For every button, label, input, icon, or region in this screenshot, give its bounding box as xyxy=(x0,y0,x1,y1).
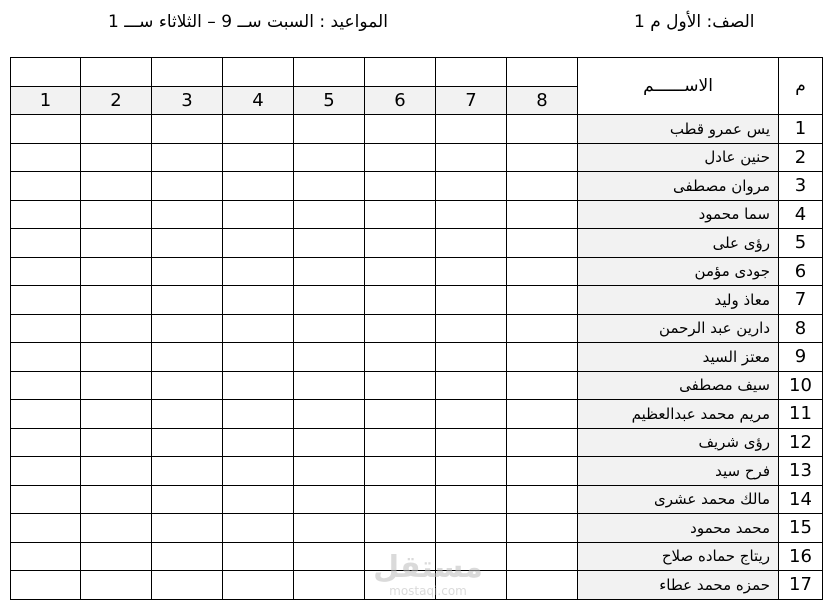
session-blank-cell[interactable] xyxy=(152,58,223,87)
student-row xyxy=(11,514,823,543)
attendance-cell[interactable] xyxy=(152,200,223,229)
attendance-cell[interactable] xyxy=(436,343,507,372)
attendance-cell[interactable] xyxy=(436,514,507,543)
attendance-cell[interactable] xyxy=(507,200,578,229)
attendance-cell[interactable] xyxy=(436,229,507,258)
attendance-cell[interactable] xyxy=(365,200,436,229)
attendance-cell[interactable] xyxy=(152,371,223,400)
attendance-cell[interactable] xyxy=(81,400,152,429)
attendance-cell[interactable] xyxy=(223,200,294,229)
attendance-cell[interactable] xyxy=(152,571,223,600)
attendance-cell[interactable] xyxy=(11,229,81,258)
student-index: 13 xyxy=(779,457,823,486)
attendance-cell[interactable] xyxy=(11,457,81,486)
attendance-cell[interactable] xyxy=(152,172,223,201)
attendance-cell[interactable] xyxy=(436,115,507,144)
student-index: 10 xyxy=(779,371,823,400)
attendance-cell[interactable] xyxy=(223,314,294,343)
attendance-cell[interactable] xyxy=(507,457,578,486)
attendance-cell[interactable] xyxy=(11,485,81,514)
student-index: 12 xyxy=(779,428,823,457)
student-row xyxy=(11,485,823,514)
student-name: مالك محمد عشرى xyxy=(578,485,779,514)
student-name: رؤى شريف xyxy=(578,428,779,457)
attendance-cell[interactable] xyxy=(81,314,152,343)
attendance-cell[interactable] xyxy=(11,200,81,229)
attendance-cell[interactable] xyxy=(81,115,152,144)
attendance-cell[interactable] xyxy=(507,257,578,286)
session-number-header: 5 xyxy=(294,86,365,115)
attendance-cell[interactable] xyxy=(81,542,152,571)
attendance-cell[interactable] xyxy=(365,485,436,514)
attendance-cell[interactable] xyxy=(436,286,507,315)
attendance-cell[interactable] xyxy=(365,286,436,315)
attendance-cell[interactable] xyxy=(152,428,223,457)
student-name: سما محمود xyxy=(578,200,779,229)
attendance-cell[interactable] xyxy=(223,514,294,543)
attendance-cell[interactable] xyxy=(11,371,81,400)
attendance-cell[interactable] xyxy=(436,314,507,343)
attendance-cell[interactable] xyxy=(507,343,578,372)
attendance-cell[interactable] xyxy=(11,571,81,600)
student-name: معتز السيد xyxy=(578,343,779,372)
attendance-cell[interactable] xyxy=(11,514,81,543)
attendance-cell[interactable] xyxy=(223,571,294,600)
student-index: 8 xyxy=(779,314,823,343)
attendance-cell[interactable] xyxy=(152,286,223,315)
student-name: دارين عبد الرحمن xyxy=(578,314,779,343)
attendance-cell[interactable] xyxy=(294,172,365,201)
attendance-cell[interactable] xyxy=(294,200,365,229)
student-index: 4 xyxy=(779,200,823,229)
student-row xyxy=(11,229,823,258)
student-index: 9 xyxy=(779,343,823,372)
attendance-cell[interactable] xyxy=(11,542,81,571)
attendance-cell[interactable] xyxy=(11,400,81,429)
attendance-cell[interactable] xyxy=(365,457,436,486)
session-number-header: 8 xyxy=(507,86,578,115)
student-row xyxy=(11,172,823,201)
student-name: محمد محمود xyxy=(578,514,779,543)
attendance-cell[interactable] xyxy=(152,314,223,343)
attendance-cell[interactable] xyxy=(294,115,365,144)
student-name: مريم محمد عبدالعظيم xyxy=(578,400,779,429)
session-blank-cell[interactable] xyxy=(365,58,436,87)
student-name: فرح سيد xyxy=(578,457,779,486)
attendance-cell[interactable] xyxy=(294,343,365,372)
attendance-cell[interactable] xyxy=(152,542,223,571)
session-blank-cell[interactable] xyxy=(436,58,507,87)
student-name: حنين عادل xyxy=(578,143,779,172)
attendance-cell[interactable] xyxy=(223,115,294,144)
attendance-cell[interactable] xyxy=(223,343,294,372)
attendance-cell[interactable] xyxy=(436,457,507,486)
student-row xyxy=(11,343,823,372)
attendance-cell[interactable] xyxy=(365,257,436,286)
attendance-cell[interactable] xyxy=(223,172,294,201)
attendance-cell[interactable] xyxy=(81,200,152,229)
attendance-cell[interactable] xyxy=(436,485,507,514)
student-index: 1 xyxy=(779,115,823,144)
attendance-cell[interactable] xyxy=(507,542,578,571)
name-column-header: الاســــــم xyxy=(578,58,779,115)
attendance-cell[interactable] xyxy=(507,172,578,201)
student-row xyxy=(11,257,823,286)
session-blank-cell[interactable] xyxy=(294,58,365,87)
attendance-cell[interactable] xyxy=(81,485,152,514)
attendance-cell[interactable] xyxy=(294,542,365,571)
session-number-header: 3 xyxy=(152,86,223,115)
attendance-cell[interactable] xyxy=(81,286,152,315)
attendance-cell[interactable] xyxy=(81,428,152,457)
student-index: 17 xyxy=(779,571,823,600)
attendance-cell[interactable] xyxy=(152,343,223,372)
attendance-cell[interactable] xyxy=(81,257,152,286)
attendance-cell[interactable] xyxy=(81,457,152,486)
student-row xyxy=(11,143,823,172)
attendance-cell[interactable] xyxy=(294,257,365,286)
attendance-cell[interactable] xyxy=(11,115,81,144)
attendance-cell[interactable] xyxy=(11,143,81,172)
student-name: حمزه محمد عطاء xyxy=(578,571,779,600)
session-number-header: 1 xyxy=(11,86,81,115)
attendance-table xyxy=(10,57,823,600)
student-row xyxy=(11,115,823,144)
student-row xyxy=(11,400,823,429)
attendance-cell[interactable] xyxy=(11,257,81,286)
attendance-cell[interactable] xyxy=(507,485,578,514)
attendance-cell[interactable] xyxy=(152,485,223,514)
attendance-cell[interactable] xyxy=(436,400,507,429)
student-name: معاذ وليد xyxy=(578,286,779,315)
session-blank-cell[interactable] xyxy=(507,58,578,87)
student-index: 6 xyxy=(779,257,823,286)
watermark xyxy=(368,552,488,598)
student-name: سيف مصطفى xyxy=(578,371,779,400)
attendance-cell[interactable] xyxy=(152,257,223,286)
attendance-cell[interactable] xyxy=(507,571,578,600)
attendance-cell[interactable] xyxy=(152,514,223,543)
attendance-cell[interactable] xyxy=(294,457,365,486)
attendance-cell[interactable] xyxy=(436,428,507,457)
attendance-cell[interactable] xyxy=(81,343,152,372)
attendance-cell[interactable] xyxy=(507,143,578,172)
index-column-header: م xyxy=(779,58,823,115)
attendance-cell[interactable] xyxy=(294,143,365,172)
student-index: 14 xyxy=(779,485,823,514)
attendance-cell[interactable] xyxy=(365,314,436,343)
session-number-header: 4 xyxy=(223,86,294,115)
attendance-cell[interactable] xyxy=(152,457,223,486)
attendance-cell[interactable] xyxy=(223,400,294,429)
attendance-cell[interactable] xyxy=(152,229,223,258)
attendance-cell[interactable] xyxy=(294,371,365,400)
student-row xyxy=(11,200,823,229)
attendance-cell[interactable] xyxy=(365,143,436,172)
class-label: الصف: الأول م 1 xyxy=(634,12,755,32)
attendance-cell[interactable] xyxy=(152,400,223,429)
student-name: ريتاج حماده صلاح xyxy=(578,542,779,571)
attendance-cell[interactable] xyxy=(507,314,578,343)
attendance-cell[interactable] xyxy=(365,172,436,201)
attendance-cell[interactable] xyxy=(81,172,152,201)
attendance-cell[interactable] xyxy=(507,371,578,400)
attendance-cell[interactable] xyxy=(365,115,436,144)
student-row xyxy=(11,371,823,400)
student-index: 11 xyxy=(779,400,823,429)
session-number-header: 6 xyxy=(365,86,436,115)
student-index: 3 xyxy=(779,172,823,201)
student-row xyxy=(11,428,823,457)
attendance-cell[interactable] xyxy=(223,286,294,315)
student-row xyxy=(11,314,823,343)
attendance-cell[interactable] xyxy=(294,571,365,600)
student-name: جودى مؤمن xyxy=(578,257,779,286)
attendance-cell[interactable] xyxy=(365,514,436,543)
attendance-cell[interactable] xyxy=(294,286,365,315)
attendance-cell[interactable] xyxy=(81,143,152,172)
attendance-cell[interactable] xyxy=(365,343,436,372)
attendance-cell[interactable] xyxy=(294,485,365,514)
attendance-cell[interactable] xyxy=(223,257,294,286)
student-name: مروان مصطفى xyxy=(578,172,779,201)
attendance-cell[interactable] xyxy=(294,314,365,343)
attendance-cell[interactable] xyxy=(436,371,507,400)
session-blank-cell[interactable] xyxy=(223,58,294,87)
attendance-cell[interactable] xyxy=(507,514,578,543)
session-number-header: 2 xyxy=(81,86,152,115)
attendance-cell[interactable] xyxy=(11,343,81,372)
schedule-label: المواعيد : السبت ســ 9 – الثلاثاء ســـ 1 xyxy=(108,12,388,32)
session-blank-cell[interactable] xyxy=(81,58,152,87)
attendance-cell[interactable] xyxy=(223,371,294,400)
attendance-cell[interactable] xyxy=(507,286,578,315)
session-blank-cell[interactable] xyxy=(11,58,81,87)
attendance-cell[interactable] xyxy=(365,400,436,429)
attendance-cell[interactable] xyxy=(11,286,81,315)
attendance-cell[interactable] xyxy=(294,400,365,429)
attendance-cell[interactable] xyxy=(223,485,294,514)
attendance-cell[interactable] xyxy=(436,172,507,201)
attendance-cell[interactable] xyxy=(507,428,578,457)
student-index: 15 xyxy=(779,514,823,543)
student-name: رؤى على xyxy=(578,229,779,258)
attendance-cell[interactable] xyxy=(223,542,294,571)
student-index: 7 xyxy=(779,286,823,315)
student-index: 16 xyxy=(779,542,823,571)
attendance-cell[interactable] xyxy=(507,115,578,144)
student-index: 5 xyxy=(779,229,823,258)
attendance-cell[interactable] xyxy=(81,371,152,400)
attendance-cell[interactable] xyxy=(294,229,365,258)
student-index: 2 xyxy=(779,143,823,172)
session-number-header: 7 xyxy=(436,86,507,115)
attendance-cell[interactable] xyxy=(152,115,223,144)
attendance-cell[interactable] xyxy=(436,257,507,286)
student-row xyxy=(11,286,823,315)
header-row-blank xyxy=(11,58,823,87)
attendance-cell[interactable] xyxy=(365,428,436,457)
attendance-cell[interactable] xyxy=(81,514,152,543)
attendance-cell[interactable] xyxy=(223,428,294,457)
attendance-cell[interactable] xyxy=(11,428,81,457)
attendance-cell[interactable] xyxy=(223,457,294,486)
watermark-logo: مستقل xyxy=(373,550,483,585)
attendance-cell[interactable] xyxy=(507,400,578,429)
student-row xyxy=(11,457,823,486)
attendance-cell[interactable] xyxy=(81,571,152,600)
attendance-cell[interactable] xyxy=(11,172,81,201)
attendance-cell[interactable] xyxy=(507,229,578,258)
student-name: يس عمرو قطب xyxy=(578,115,779,144)
attendance-cell[interactable] xyxy=(365,371,436,400)
attendance-cell[interactable] xyxy=(223,143,294,172)
attendance-cell[interactable] xyxy=(81,229,152,258)
attendance-cell[interactable] xyxy=(436,200,507,229)
attendance-cell[interactable] xyxy=(223,229,294,258)
attendance-cell[interactable] xyxy=(11,314,81,343)
watermark-url: mostaqi.com xyxy=(389,584,467,598)
attendance-cell[interactable] xyxy=(294,514,365,543)
attendance-cell[interactable] xyxy=(365,229,436,258)
attendance-cell[interactable] xyxy=(152,143,223,172)
attendance-cell[interactable] xyxy=(436,143,507,172)
attendance-cell[interactable] xyxy=(294,428,365,457)
